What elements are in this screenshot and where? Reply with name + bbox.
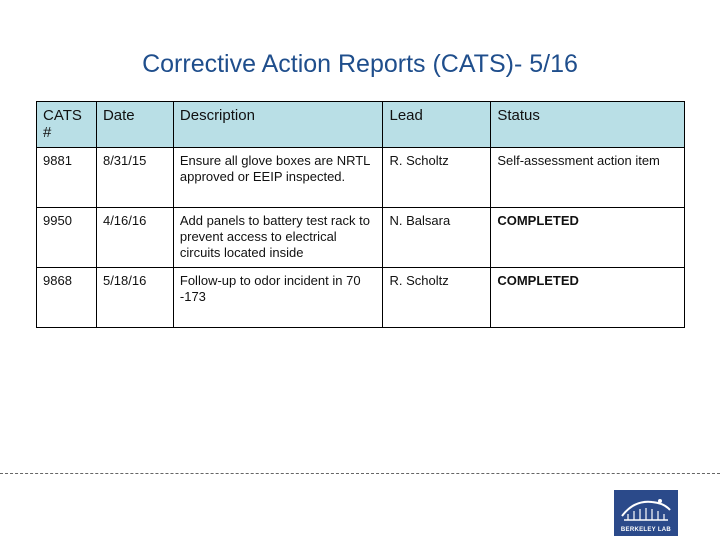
logo-text: BERKELEY LAB (620, 527, 672, 533)
header-status: Status (491, 102, 685, 148)
cell-cats-number: 9881 (37, 148, 97, 208)
cell-date: 5/18/16 (96, 268, 173, 328)
footer-divider (0, 473, 720, 474)
cell-cats-number: 9950 (37, 208, 97, 268)
cell-description: Follow-up to odor incident in 70 -173 (173, 268, 383, 328)
header-lead: Lead (383, 102, 491, 148)
cell-lead: N. Balsara (383, 208, 491, 268)
table-row (37, 268, 685, 328)
cell-status: COMPLETED (491, 268, 685, 328)
cell-status: COMPLETED (491, 208, 685, 268)
cell-description: Ensure all glove boxes are NRTL approved or EEIP inspected. (173, 148, 383, 208)
slide-title: Corrective Action Reports (CATS)- 5/16 (142, 50, 578, 78)
lab-building-icon (614, 492, 678, 528)
cell-lead: R. Scholtz (383, 268, 491, 328)
header-cats-number: CATS # (37, 102, 97, 148)
cell-cats-number: 9868 (37, 268, 97, 328)
cell-description: Add panels to battery test rack to prevent access to electrical circuits located inside (173, 208, 383, 268)
table-header-row (37, 102, 685, 148)
cell-date: 8/31/15 (96, 148, 173, 208)
table-row (37, 208, 685, 268)
cell-lead: R. Scholtz (383, 148, 491, 208)
table-row (37, 148, 685, 208)
cell-status: Self-assessment action item (491, 148, 685, 208)
header-description: Description (173, 102, 383, 148)
header-date: Date (96, 102, 173, 148)
cell-date: 4/16/16 (96, 208, 173, 268)
berkeley-lab-logo (614, 490, 678, 536)
cats-table (36, 101, 685, 328)
